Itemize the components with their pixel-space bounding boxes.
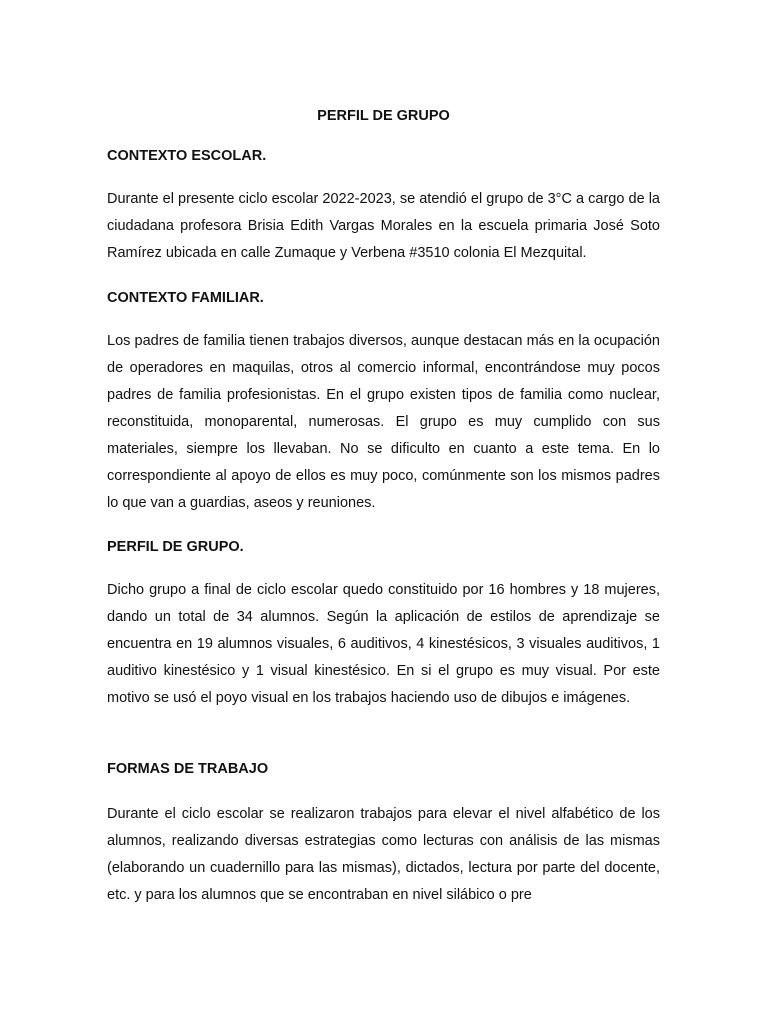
section-heading-perfil-de-grupo: PERFIL DE GRUPO. [107,539,244,555]
document-title: PERFIL DE GRUPO [317,108,450,124]
section-text-perfil-de-grupo: Dicho grupo a final de ciclo escolar quedo constituido por 16 hombres y 18 mujeres, dando un total de 34 alumnos. Según la aplicación de estilos de aprendizaje se encuentra en 19 alumnos visuales, 6 auditivos, 4 kinestésicos, 3 visuales auditivos, 1 auditivo kinestésico y 1 visual kinestésico. En si el grupo es muy visual. Por este motivo se usó el poyo visual en los trabajos haciendo uso de dibujos e imágenes. [107,582,660,706]
section-heading-formas-de-trabajo: FORMAS DE TRABAJO [107,761,269,777]
section-heading-contexto-familiar: CONTEXTO FAMILIAR. [107,290,264,306]
section-text-formas-de-trabajo: Durante el ciclo escolar se realizaron trabajos para elevar el nivel alfabético de los alumnos, realizando diversas estrategias como lecturas con análisis de las mismas (elaborando un cuadernillo para las mismas), dictados, lectura por parte del docente, etc. y para los alumnos que se encontraban en nivel silábico o pre [107,806,660,903]
section-text-contexto-familiar: Los padres de familia tienen trabajos diversos, aunque destacan más en la ocupación de operadores en maquilas, otros al comercio informal, encontrándose muy pocos padres de familia profesionistas. En el grupo existen tipos de familia como nuclear, reconstituida, monoparental, numerosas. El grupo es muy cumplido con sus materiales, siempre los llevaban. No se dificulto en cuanto a este tema. En lo correspondiente al apoyo de ellos es muy poco, comúnmente son los mismos padres lo que van a guardias, aseos y reuniones. [107,333,660,511]
section-text-contexto-escolar: Durante el presente ciclo escolar 2022-2023, se atendió el grupo de 3°C a cargo de la ciudadana profesora Brisia Edith Vargas Morales en la escuela primaria José Soto Ramírez ubicada en calle Zumaque y Verbena #3510 colonia El Mezquital. [107,191,660,261]
section-heading-contexto-escolar: CONTEXTO ESCOLAR. [107,148,267,164]
